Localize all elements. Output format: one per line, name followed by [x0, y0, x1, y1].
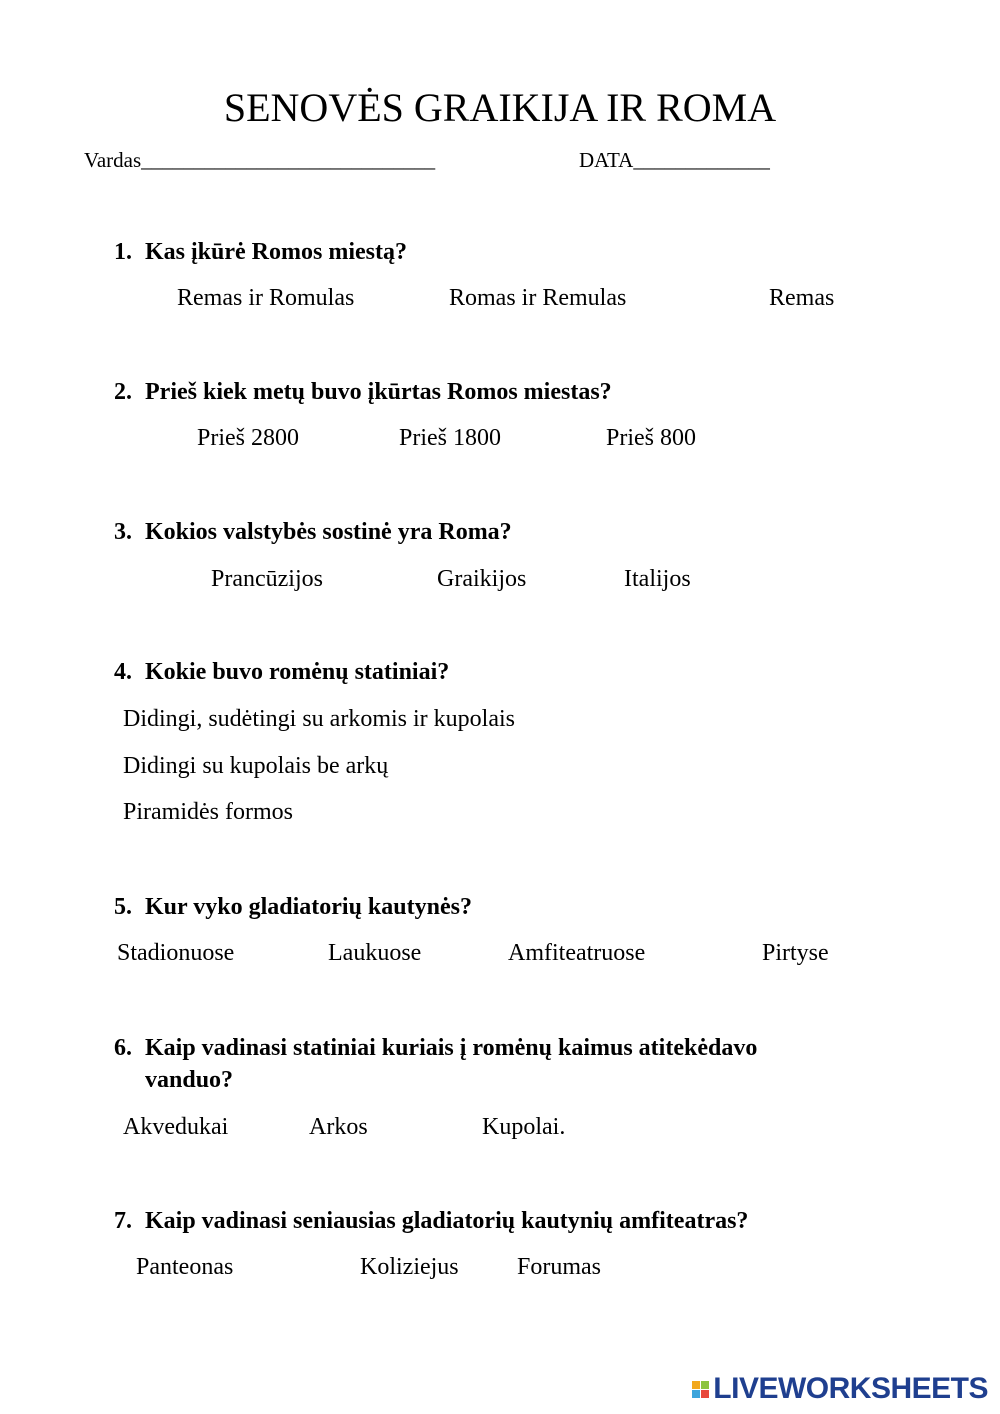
q5-option-1[interactable]: Stadionuose: [117, 940, 235, 966]
q3-option-2[interactable]: Graikijos: [437, 566, 527, 592]
q2-option-3[interactable]: Prieš 800: [606, 425, 696, 451]
liveworksheets-wordmark: LIVEWORKSHEETS: [713, 1372, 988, 1405]
logo-square-3: [692, 1390, 700, 1398]
date-blank: _____________: [633, 148, 770, 172]
date-field[interactable]: [579, 148, 770, 173]
q2-option-1[interactable]: Prieš 2800: [197, 425, 299, 451]
q5-option-4[interactable]: Pirtyse: [762, 940, 829, 966]
question-number: 1.: [114, 239, 132, 265]
q1-option-2[interactable]: Romas ir Remulas: [449, 285, 627, 311]
question-text: Kokie buvo romėnų statiniai?: [145, 659, 450, 685]
q4-option-1[interactable]: Didingi, sudėtingi su arkomis ir kupolais: [123, 706, 515, 732]
q2-option-2[interactable]: Prieš 1800: [399, 425, 501, 451]
question-7: [114, 1208, 748, 1235]
question-number: 2.: [114, 379, 132, 405]
q6-option-2[interactable]: Arkos: [309, 1114, 368, 1140]
question-text: Prieš kiek metų buvo įkūrtas Romos miestas?: [145, 379, 612, 405]
question-4: [114, 659, 449, 686]
page-title: SENOVĖS GRAIKIJA IR ROMA: [223, 85, 777, 130]
question-text: Kaip vadinasi statiniai kuriais į romėnų kaimus atitekėdavo: [145, 1035, 758, 1061]
name-blank: ____________________________: [141, 148, 436, 172]
q5-option-2[interactable]: Laukuose: [328, 940, 422, 966]
q1-option-3[interactable]: Remas: [769, 285, 835, 311]
date-label: DATA: [579, 148, 634, 172]
q5-option-3[interactable]: Amfiteatruose: [508, 940, 646, 966]
question-number: 5.: [114, 894, 132, 920]
question-number: 6.: [114, 1035, 132, 1061]
question-5: [114, 894, 472, 921]
liveworksheets-logo-icon: [692, 1381, 709, 1398]
question-text: Kaip vadinasi seniausias gladiatorių kautynių amfiteatras?: [145, 1208, 749, 1234]
logo-square-1: [692, 1381, 700, 1389]
liveworksheets-logo: [692, 1372, 988, 1406]
question-text: Kas įkūrė Romos miestą?: [145, 239, 407, 265]
q4-option-3[interactable]: Piramidės formos: [123, 799, 293, 825]
question-number: 4.: [114, 659, 132, 685]
question-6: [114, 1035, 757, 1062]
question-3: [114, 519, 512, 546]
logo-square-2: [701, 1381, 709, 1389]
question-number: 7.: [114, 1208, 132, 1234]
q7-option-2[interactable]: Koliziejus: [360, 1254, 459, 1280]
q7-option-3[interactable]: Forumas: [517, 1254, 601, 1280]
q3-option-1[interactable]: Prancūzijos: [211, 566, 323, 592]
question-text: Kokios valstybės sostinė yra Roma?: [145, 519, 512, 545]
q6-option-1[interactable]: Akvedukai: [123, 1114, 229, 1140]
q4-option-2[interactable]: Didingi su kupolais be arkų: [123, 753, 389, 779]
q3-option-3[interactable]: Italijos: [624, 566, 691, 592]
question-1: [114, 239, 407, 266]
q7-option-1[interactable]: Panteonas: [136, 1254, 234, 1280]
logo-square-4: [701, 1390, 709, 1398]
question-text: Kur vyko gladiatorių kautynės?: [145, 894, 472, 920]
name-label: Vardas: [84, 148, 142, 172]
q1-option-1[interactable]: Remas ir Romulas: [177, 285, 355, 311]
question-6-continuation: vanduo?: [145, 1067, 234, 1093]
question-number: 3.: [114, 519, 132, 545]
question-2: [114, 379, 612, 406]
name-field[interactable]: [84, 148, 435, 173]
q6-option-3[interactable]: Kupolai.: [482, 1114, 566, 1140]
